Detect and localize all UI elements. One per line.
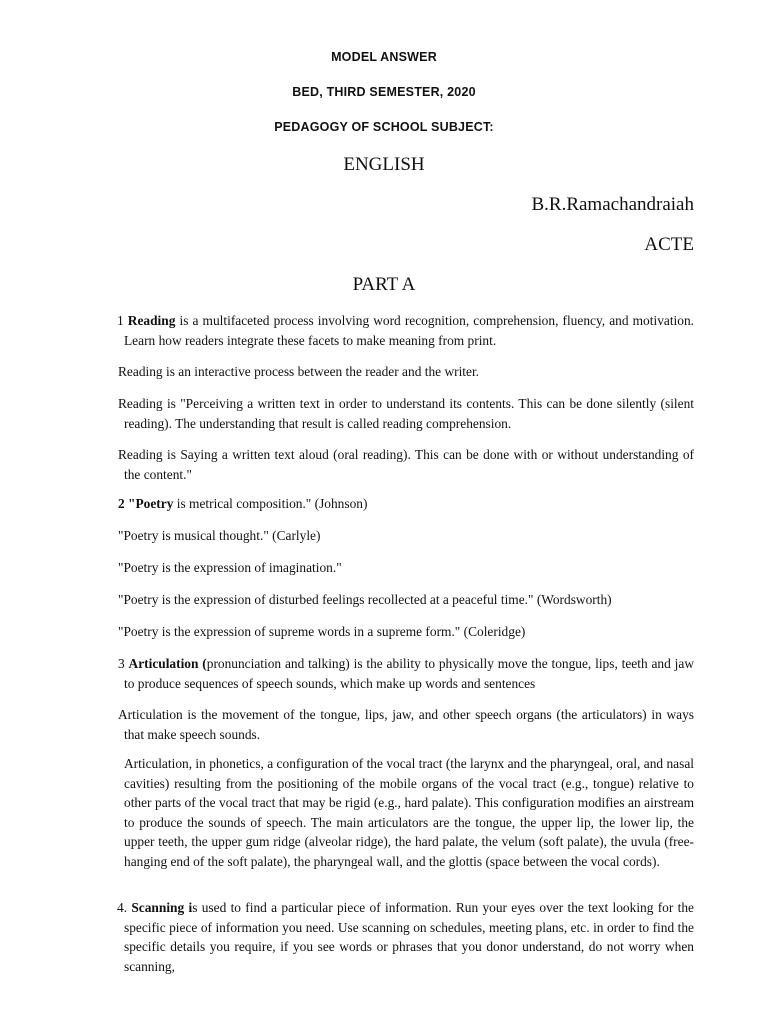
author-name: B.R.Ramachandraiah — [531, 194, 694, 215]
q2-quote-wordsworth: "Poetry is the expression of disturbed feelings recollected at a peaceful time." (Wordsworth) — [118, 592, 612, 607]
q2-term: Poetry — [135, 496, 174, 511]
q3-definition: 3 Articulation (pronunciation and talking) is the ability to physically move the tongue, lips, teeth and jaw to produce sequences of speech sounds, which make up words and sentences — [118, 656, 694, 691]
institution-name: ACTE — [644, 234, 694, 255]
q1-paragraph-3: Reading is "Perceiving a written text in order to understand its contents. This can be done silently (silent reading). The understanding that result is called reading comprehension. — [118, 396, 694, 431]
q4-term: Scanning i — [131, 900, 193, 915]
q1-paragraph-2: Reading is an interactive process between the reader and the writer. — [118, 364, 480, 379]
header-pedagogy: PEDAGOGY OF SCHOOL SUBJECT: — [274, 120, 494, 134]
q2-definition: 2 "Poetry is metrical composition." (Johnson) — [118, 496, 368, 511]
q3-paragraph-3: Articulation, in phonetics, a configuration of the vocal tract (the larynx and the pharyngeal, oral, and nasal cavities) resulting from the positioning of the mobile organs of the vocal tract (e.g., tongue) relative to other parts of the vocal tract that may be rigid (e.g., hard palate). This configuration modifies an airstream to produce the sounds of speech. The main articulators are the tongue, the upper lip, the lower lip, the upper teeth, the upper gum ridge (alveolar ridge), the hard palate, the velum (soft palate), the uvula (free-hanging end of the soft palate), the pharyngeal wall, and the glottis (space between the vocal cords). — [124, 756, 694, 869]
q3-paragraph-2: Articulation is the movement of the tongue, lips, jaw, and other speech organs (the articulators) in ways that make speech sounds. — [118, 707, 694, 742]
q2-quote-coleridge: "Poetry is the expression of supreme words in a supreme form." (Coleridge) — [118, 624, 526, 639]
q2-quote-carlyle: "Poetry is musical thought." (Carlyle) — [118, 528, 321, 543]
subject-title: ENGLISH — [343, 154, 425, 175]
q1-definition: 1 Reading is a multifaceted process involving word recognition, comprehension, fluency, and motivation. Learn how readers integrate these facets to make meaning from print. — [117, 313, 695, 348]
header-semester: BED, THIRD SEMESTER, 2020 — [292, 85, 476, 99]
q4-definition: 4. Scanning is used to find a particular piece of information. Run your eyes over the text looking for the specific piece of information you need. Use scanning on schedules, meeting plans, etc. in order to find the specific details you require, if you see words or phrases that you donor understand, do not worry when scanning, — [117, 900, 694, 974]
header-model-answer: MODEL ANSWER — [331, 50, 437, 64]
q2-quote-imagination: "Poetry is the expression of imagination." — [118, 560, 342, 575]
part-title: PART A — [352, 274, 416, 295]
q1-term: Reading — [127, 313, 176, 328]
q3-term: Articulation ( — [128, 656, 207, 671]
q1-paragraph-4: Reading is Saying a written text aloud (oral reading). This can be done with or without understanding of the content." — [118, 447, 694, 482]
